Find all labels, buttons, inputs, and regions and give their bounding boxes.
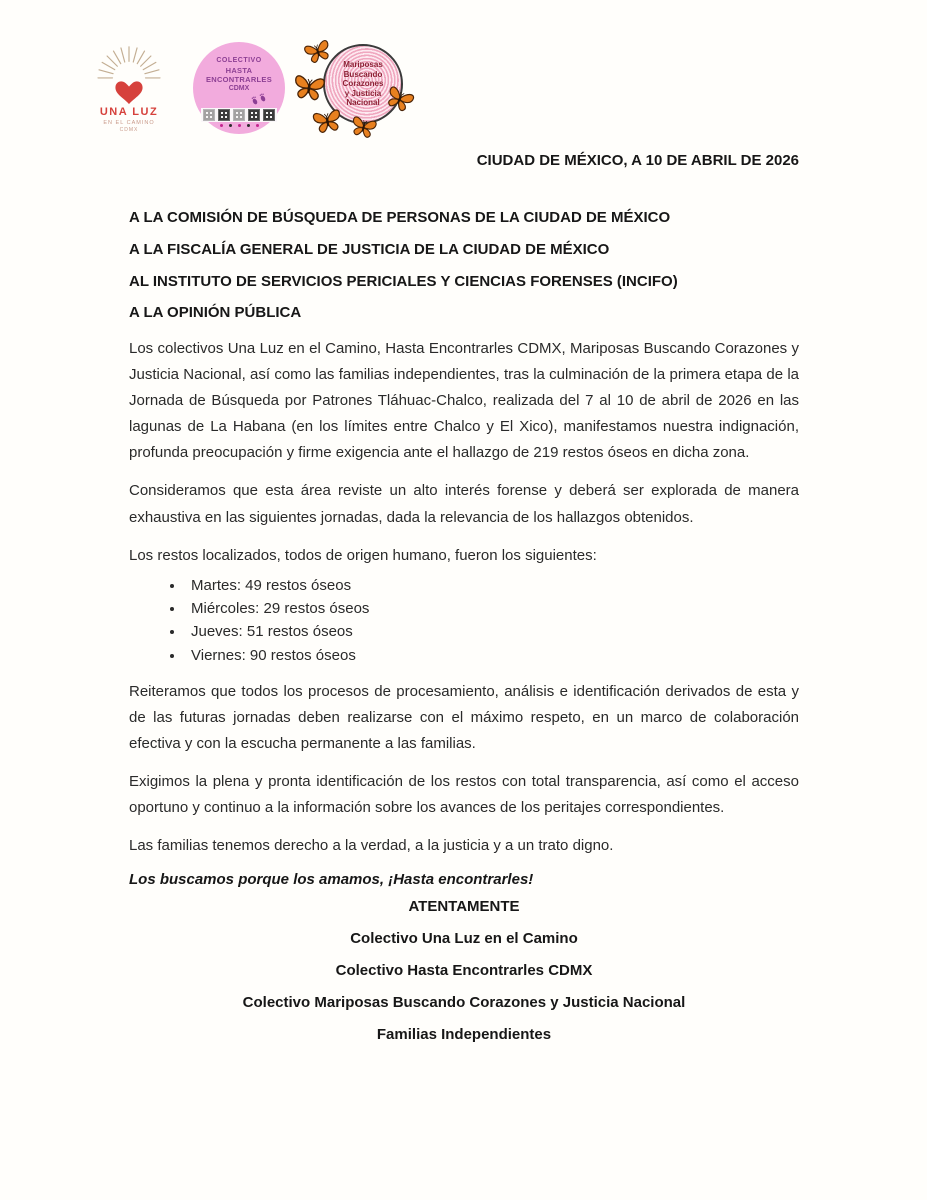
logo-hasta-line2: HASTA ENCONTRARLES [205,66,273,84]
butterfly-icon [289,68,330,109]
logo-mariposas-line2: Buscando Corazones [342,69,384,89]
body-paragraph: Los colectivos Una Luz en el Camino, Hasta Encontrarles CDMX, Mariposas Buscando Corazones y Justicia Nacional, así como las familias independientes, tras la culminación de la primera etapa de la Jornada de Búsqueda por Patrones Tláhuac-Chalco, realizada del 7 al 10 de abril de 2026 en las lagunas de La Habana (en los límites entre Chalco y El Xico), manifestamos nuestra indignación, profunda preocupación y firme exigencia ante el hallazgo de 219 restos óseos en dicha zona. [129,340,799,462]
closing-block [129,898,799,1043]
logo-hasta-line1: COLECTIVO [216,57,262,64]
logo-una-luz-region: CDMX [119,127,139,133]
addressee-line: A LA COMISIÓN DE BÚSQUEDA DE PERSONAS DE LA CIUDAD DE MÉXICO [129,209,671,226]
body-paragraph: Los restos localizados, todos de origen humano, fueron los siguientes: [129,546,597,564]
addressee-line: A LA FISCALÍA GENERAL DE JUSTICIA DE LA CIUDAD DE MÉXICO [129,240,610,258]
heart-icon [115,81,142,104]
logo-una-luz [75,43,183,133]
logo-mariposas-line1: Mariposas [343,60,383,70]
slogan-line: Los buscamos porque los amamos, ¡Hasta encontrarles! [129,871,534,889]
butterfly-icon [308,102,346,140]
signatory-line: Colectivo Mariposas Buscando Corazones y Justicia Nacional [242,994,686,1012]
findings-list [129,574,799,667]
logo-una-luz-subtitle: EN EL CAMINO [103,120,155,126]
body-paragraph: Exigimos la plena y pronta identificación de los restos con total transparencia, así como el acceso oportuno y continuo a la información sobre los avances de los peritajes correspondientes. [129,773,799,817]
finding-item: • Martes: 49 restos óseos [185,574,799,597]
addressee-line: AL INSTITUTO DE SERVICIOS PERICIALES Y CIENCIAS FORENSES (INCIFO) [129,272,678,290]
body-paragraph: Las familias tenemos derecho a la verdad, a la justicia y a un trato digno. [129,837,614,855]
finding-item: • Viernes: 90 restos óseos [185,644,799,667]
closing-heading: ATENTAMENTE [408,898,520,916]
letter-body [129,336,799,888]
addressee-line: A LA OPINIÓN PÚBLICA [129,304,302,322]
logo-mariposas-line3: y Justicia [344,88,382,98]
logo-row [75,40,799,136]
logo-hasta-encontrarles [193,42,285,134]
logo-mariposas-line4: Nacional [346,98,380,108]
logo-una-luz-title: UNA LUZ [99,106,159,118]
body-paragraph: Reiteramos que todos los procesos de procesamiento, análisis e identificación derivados de esta y de las futuras jornadas deben realizarse con el máximo respeto, en un marco de colaboración efectiva y con la escucha permanente a las familias. [129,682,799,752]
logo-mariposas [295,40,409,136]
addressee-block [129,209,799,323]
finding-item: • Jueves: 51 restos óseos [185,620,799,643]
butterfly-icon [346,110,381,145]
signatory-line: Colectivo Hasta Encontrarles CDMX [335,962,593,980]
body-paragraph: Consideramos que esta área reviste un alto interés forense y deberá ser explorada de manera exhaustiva en las siguientes jornadas, dada la relevancia de los hallazgos obtenidos. [129,482,799,526]
signatory-line: Colectivo Una Luz en el Camino [350,930,578,948]
logo-hasta-line3: CDMX [228,85,250,92]
date-line: CIUDAD DE MÉXICO, A 10 DE ABRIL DE 2026 [476,152,799,169]
finding-item: • Miércoles: 29 restos óseos [185,597,799,620]
signatory-line: Familias Independientes [376,1026,552,1044]
dots-row-icon [220,124,259,127]
heart-rays-icon [75,43,183,107]
footprints-icon [249,93,269,106]
barcode-icon [201,108,277,122]
